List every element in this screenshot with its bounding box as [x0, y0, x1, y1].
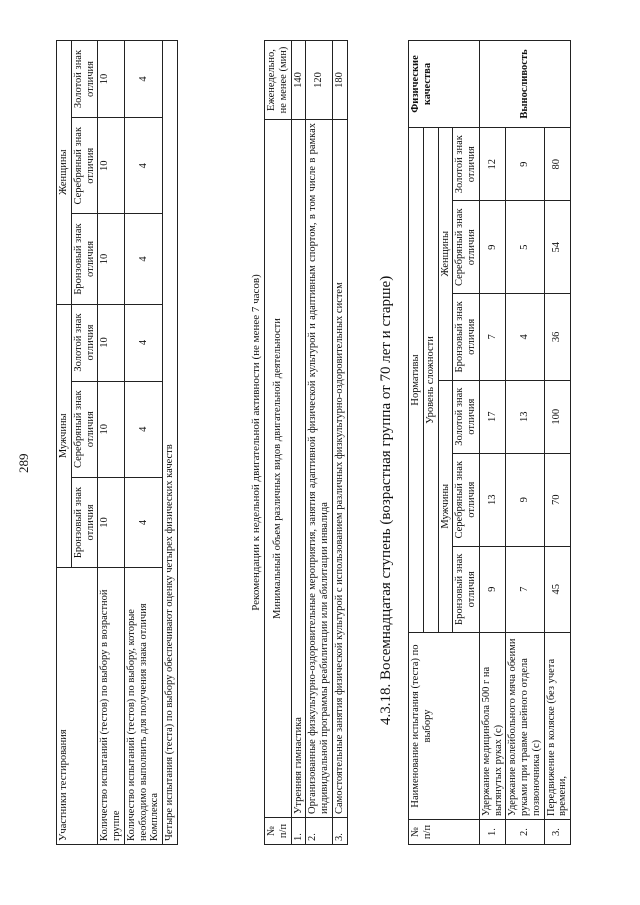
table-header: Наименование испытания (теста) по выбору — [409, 633, 480, 820]
table-cell: 45 — [544, 546, 571, 632]
table-cell: 36 — [544, 294, 571, 380]
table-cell: 2. — [306, 818, 333, 845]
table-cell: 1. — [479, 820, 506, 845]
table-header: Уровень сложности — [423, 128, 438, 633]
table-cell: 10 — [98, 41, 125, 118]
table-cell: Количество испытаний (тестов) по выбору в возрастной группе — [98, 568, 125, 845]
table-cell: Передвижение в коляске (без учета времени, — [544, 633, 571, 820]
table-cell: 13 — [479, 453, 506, 546]
table-cell: 7 — [506, 546, 544, 632]
table-cell: 4 — [124, 381, 162, 477]
table-cell: Количество испытаний (тестов) по выбору, которые необходимо выполнить для получения знака отличия Комплекса — [124, 568, 162, 845]
table-header: Мужчины — [57, 304, 72, 567]
table-cell: 9 — [479, 546, 506, 632]
table-cell: 9 — [506, 453, 544, 546]
table-header: Золотой знак отличия — [71, 41, 98, 118]
table-header: № п/п — [409, 820, 480, 845]
table-cell: 2. — [506, 820, 544, 845]
table-cell: 10 — [98, 381, 125, 477]
table-cell: Утренняя гимнастика — [291, 120, 306, 818]
table-header: Еженедельно, не менее (мин) — [265, 41, 292, 120]
table-cell: Самостоятельные занятия физической культурой с использованием различных физкультурно-оздоровительных систем — [332, 120, 347, 818]
table-cell: 80 — [544, 128, 571, 201]
table-row — [163, 41, 178, 845]
table-header: Золотой знак отличия — [453, 128, 480, 201]
table-cell: 4 — [124, 118, 162, 214]
table-row — [57, 41, 72, 845]
table-cell: 7 — [479, 294, 506, 380]
table-row — [479, 41, 506, 845]
table-cell: 180 — [332, 41, 347, 120]
page-number: 289 — [16, 453, 31, 473]
table-header: Физические качества — [409, 41, 480, 128]
table-header: Серебряный знак отличия — [453, 201, 480, 294]
table-header: Минимальный объем различных видов двигательной деятельности — [265, 120, 292, 818]
table-header: Золотой знак отличия — [71, 304, 98, 381]
table-header: Бронзовый знак отличия — [453, 546, 480, 632]
table-header: № п/п — [265, 818, 292, 845]
table-cell: 9 — [506, 128, 544, 201]
table-cell: 3. — [544, 820, 571, 845]
table-cell: 4 — [124, 477, 162, 567]
table-header: Бронзовый знак отличия — [453, 294, 480, 380]
table-footer-note: Четыре испытания (теста) по выбору обеспечивают оценку четырех физических качеств — [163, 41, 178, 845]
table-norms-summary — [56, 40, 178, 845]
table-cell: 1. — [291, 818, 306, 845]
table-cell: 54 — [544, 201, 571, 294]
table-cell: 4 — [124, 41, 162, 118]
table-header: Золотой знак отличия — [453, 380, 480, 453]
table-cell: Удержание волейбольного мяча обеими руками при травме шейного отдела позвоночника (с) — [506, 633, 544, 820]
table-cell: 120 — [306, 41, 333, 120]
table-header: Серебряный знак отличия — [453, 453, 480, 546]
table-header: Бронзовый знак отличия — [71, 477, 98, 567]
table-cell: 4 — [124, 304, 162, 381]
table-header: Мужчины — [438, 380, 453, 632]
table-header: Бронзовый знак отличия — [71, 214, 98, 304]
table-cell: 13 — [506, 380, 544, 453]
table-cell: 10 — [98, 477, 125, 567]
table-row — [306, 41, 333, 845]
table-row — [409, 41, 424, 845]
table-row — [98, 41, 125, 845]
table-cell: 70 — [544, 453, 571, 546]
table-cell: Выносливость — [479, 41, 570, 128]
table-row — [265, 41, 292, 845]
table-cell: 4 — [124, 214, 162, 304]
table-cell: 9 — [479, 201, 506, 294]
table-cell: 4 — [506, 294, 544, 380]
table-row — [332, 41, 347, 845]
table-cell: 100 — [544, 380, 571, 453]
table-cell: 12 — [479, 128, 506, 201]
table-row — [124, 41, 162, 845]
section-heading: 4.3.18. Восемнадцатая ступень (возрастная группа от 70 лет и старше) — [378, 275, 394, 725]
table-cell: 140 — [291, 41, 306, 120]
table-header: Серебряный знак отличия — [71, 381, 98, 477]
table-row — [291, 41, 306, 845]
table-cell: 10 — [98, 118, 125, 214]
table-cell: 10 — [98, 214, 125, 304]
table-header: Серебряный знак отличия — [71, 118, 98, 214]
table-row — [506, 41, 544, 845]
table-header: Женщины — [438, 128, 453, 381]
table-cell: Организованные физкультурно-оздоровительные мероприятия, занятия адаптивной физической культурой и адаптивным спортом, в том числе в рамках индивидуальной программы реабилитации или абилитации инвалида — [306, 120, 333, 818]
table-cell: 10 — [98, 304, 125, 381]
table-header: Женщины — [57, 41, 72, 305]
table-cell: 17 — [479, 380, 506, 453]
table-weekly-activity — [264, 40, 348, 845]
table-header: Нормативы — [409, 128, 424, 633]
table-stage-18-tests — [408, 40, 571, 845]
table-header: Участники тестирования — [57, 568, 98, 845]
table-cell: 3. — [332, 818, 347, 845]
table-caption: Рекомендации к недельной двигательной активности (не менее 7 часов) — [250, 274, 262, 611]
table-row — [544, 41, 571, 845]
table-cell: 5 — [506, 201, 544, 294]
table-cell: Удержание медицинбола 500 г на вытянутых руках (с) — [479, 633, 506, 820]
